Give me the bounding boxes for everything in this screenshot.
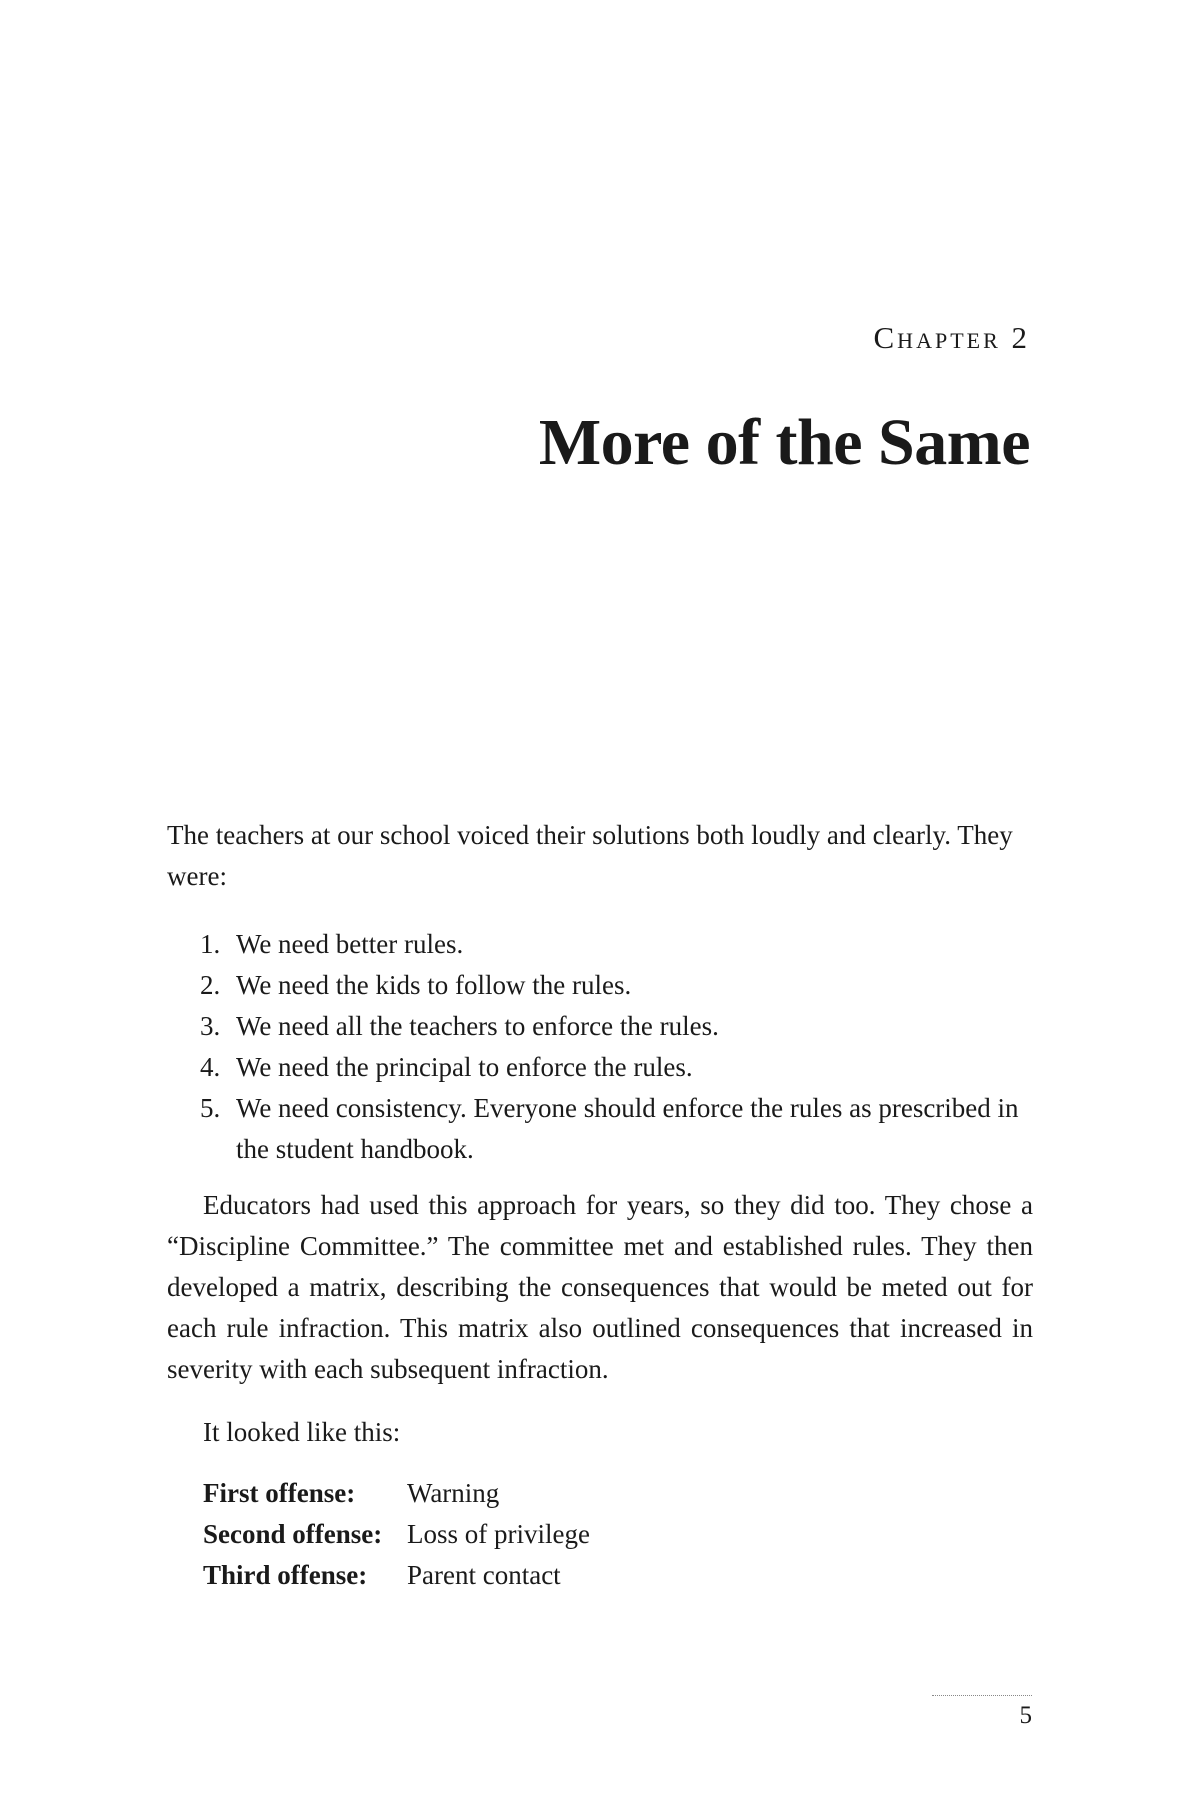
rules-list (200, 924, 1033, 1170)
footer-divider (932, 1695, 1032, 1696)
body-paragraph: Educators had used this approach for years, so they did too. They chose a “Discipline Committee.” The committee met and established rules. They then developed a matrix, describing the consequences that would be meted out for each rule infraction. This matrix also outlined consequences that increased in severity with each subsequent infraction. (167, 1190, 1033, 1384)
intro-paragraph: The teachers at our school voiced their solutions both loudly and clearly. They were: (167, 820, 1013, 891)
list-item-number: 5. (200, 1093, 221, 1123)
matrix-row-value: Loss of privilege (407, 1519, 590, 1549)
list-item-text: We need the kids to follow the rules. (236, 970, 632, 1000)
list-item-number: 4. (200, 1052, 221, 1082)
list-item (200, 1047, 1033, 1088)
list-item-text: We need all the teachers to enforce the rules. (236, 1011, 719, 1041)
list-item-text: We need better rules. (236, 929, 464, 959)
list-item (200, 965, 1033, 1006)
body-paragraph: It looked like this: (203, 1417, 401, 1447)
matrix-row-value: Parent contact (407, 1560, 561, 1590)
list-item-number: 3. (200, 1011, 221, 1041)
list-item-number: 2. (200, 970, 221, 1000)
matrix-row (203, 1555, 590, 1596)
matrix-row-label: Third offense: (203, 1560, 368, 1590)
list-item-text: We need the principal to enforce the rules. (236, 1052, 693, 1082)
page-number: 5 (1019, 1702, 1032, 1729)
matrix-row (203, 1514, 590, 1555)
chapter-title: More of the Same (538, 406, 1030, 479)
chapter-label: Chapter 2 (873, 320, 1030, 355)
matrix-row-label: Second offense: (203, 1519, 383, 1549)
list-item-text: We need consistency. Everyone should enforce the rules as prescribed in the student handbook. (236, 1093, 1019, 1164)
consequence-matrix (203, 1473, 590, 1596)
matrix-row-label: First offense: (203, 1478, 356, 1508)
matrix-row-value: Warning (407, 1478, 500, 1508)
matrix-row (203, 1473, 590, 1514)
list-item (200, 1006, 1033, 1047)
list-item-number: 1. (200, 929, 221, 959)
list-item (200, 924, 1033, 965)
list-item (200, 1088, 1033, 1170)
